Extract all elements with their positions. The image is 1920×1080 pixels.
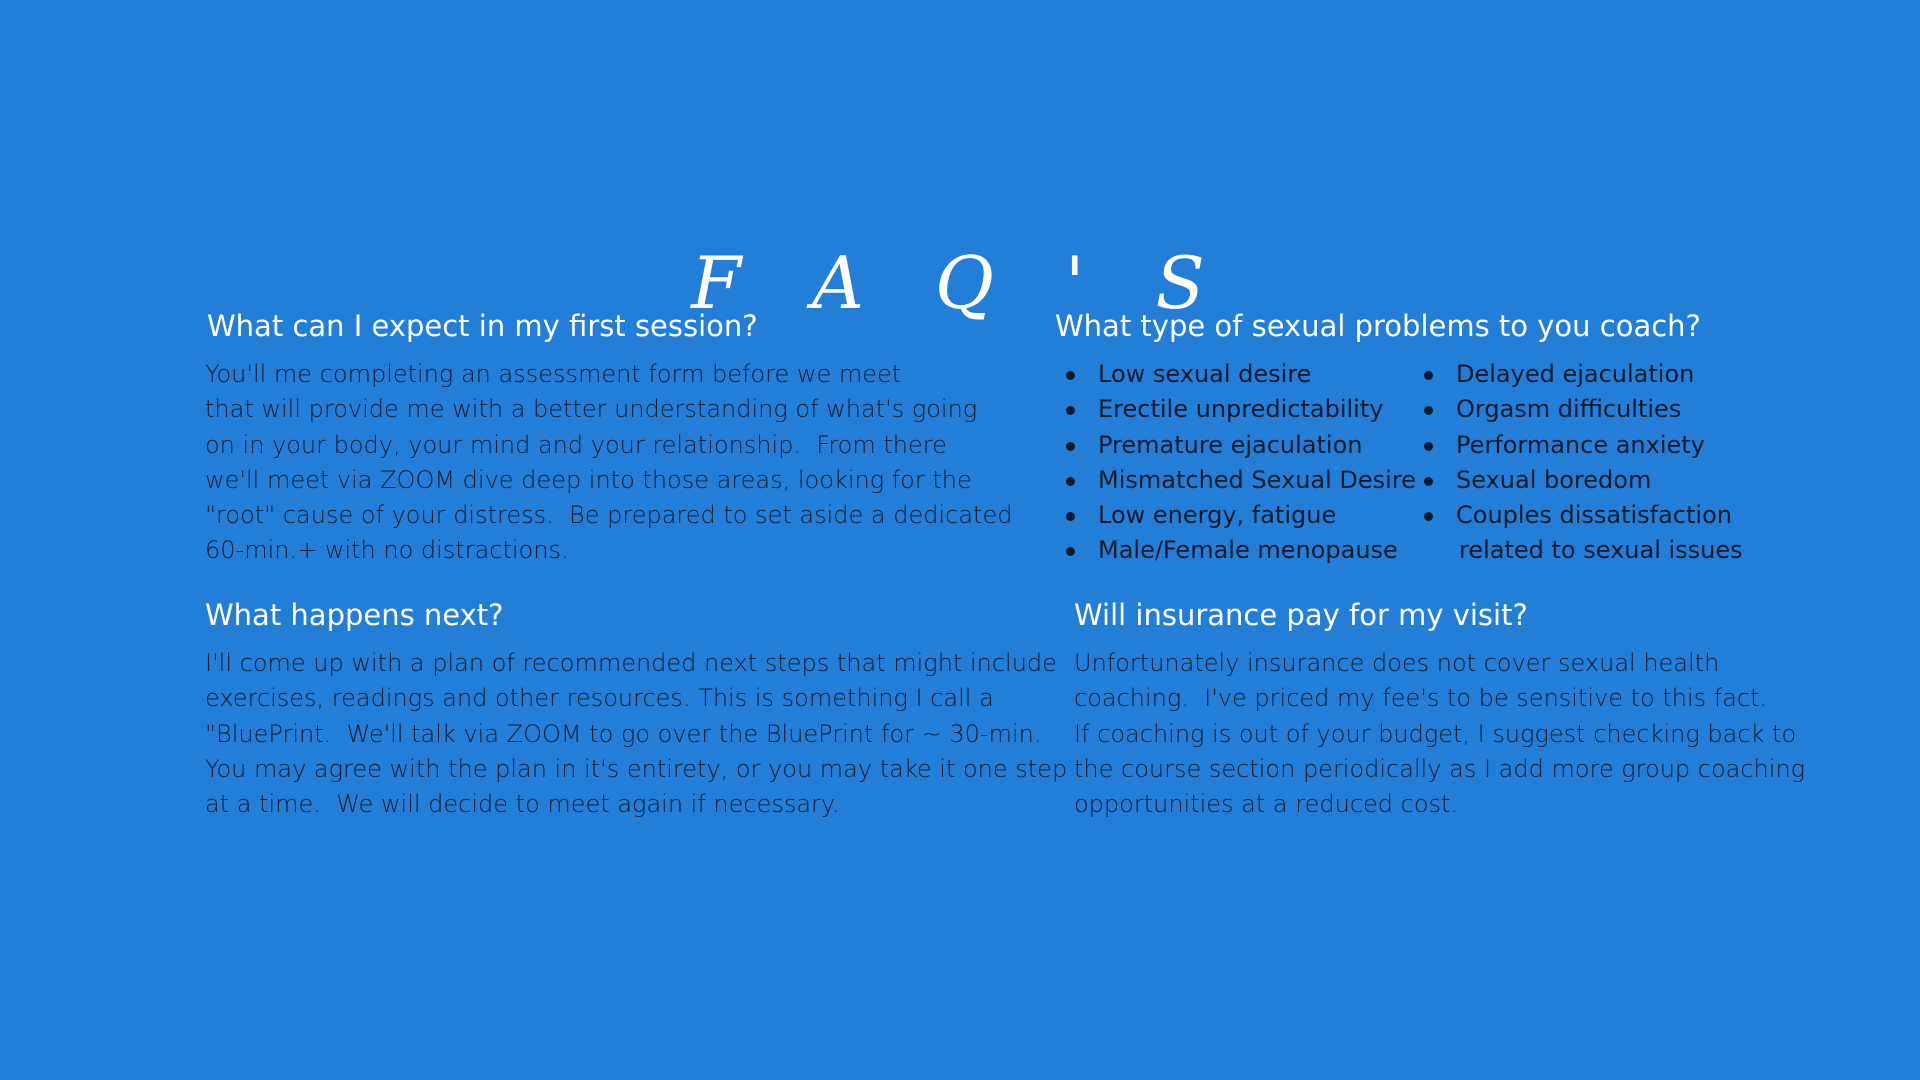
list-item-continuation: related to sexual issues: [1459, 536, 1743, 565]
faq-answer-insurance: [1074, 646, 1805, 822]
list-item: Sexual boredom: [1420, 463, 1743, 498]
list-item: Erectile unpredictability: [1062, 392, 1416, 427]
bullet-icon: [1066, 512, 1075, 521]
problems-list-right: [1420, 357, 1743, 569]
list-item: Delayed ejaculation: [1420, 357, 1743, 392]
answer-line: I'll come up with a plan of recommended next steps that might include: [205, 649, 1057, 677]
bullet-icon: [1424, 442, 1433, 451]
list-item: Low sexual desire: [1062, 357, 1416, 392]
answer-line: we'll meet via ZOOM dive deep into those areas, looking for the: [205, 465, 972, 494]
page-title: F A Q ' S: [691, 241, 1229, 326]
faq-question-problems: What type of sexual problems to you coach?: [1055, 309, 1701, 343]
bullet-icon: [1066, 477, 1075, 486]
faq-answer-next: [205, 646, 1067, 822]
answer-line: "root" cause of your distress. Be prepared to set aside a dedicated: [205, 501, 1013, 530]
faq-answer-first-session: [205, 357, 1012, 569]
bullet-icon: [1066, 371, 1075, 380]
answer-line: If coaching is out of your budget, I suggest checking back to: [1074, 719, 1797, 748]
list-item: Performance anxiety: [1420, 428, 1743, 463]
bullet-icon: [1424, 477, 1433, 486]
bullet-icon: [1424, 371, 1433, 380]
answer-line: "BluePrint. We'll talk via ZOOM to go over the BluePrint for ~ 30-min.: [205, 719, 1042, 748]
answer-line: You'll me completing an assessment form before we meet: [205, 360, 902, 388]
answer-line: that will provide me with a better understanding of what's going: [205, 395, 978, 424]
bullet-icon: [1424, 512, 1433, 521]
faq-question-first-session: What can I expect in my first session?: [207, 309, 758, 343]
answer-line: You may agree with the plan in it's entirety, or you may take it one step: [205, 754, 1068, 783]
answer-line: coaching. I've priced my fee's to be sensitive to this fact.: [1074, 684, 1768, 713]
bullet-icon: [1066, 406, 1075, 415]
faq-question-next: What happens next?: [205, 598, 504, 632]
answer-line: the course section periodically as I add more group coaching: [1074, 754, 1806, 783]
list-item: Orgasm difficulties: [1420, 392, 1743, 427]
answer-line: at a time. We will decide to meet again if necessary.: [205, 790, 840, 819]
answer-line: opportunities at a reduced cost.: [1074, 790, 1459, 819]
bullet-icon: [1424, 406, 1433, 415]
answer-line: Unfortunately insurance does not cover sexual health: [1074, 649, 1720, 677]
list-item: Male/Female menopause: [1062, 533, 1416, 568]
list-item: Couples dissatisfaction: [1420, 498, 1743, 533]
list-item: Mismatched Sexual Desire: [1062, 463, 1416, 498]
list-item: Low energy, fatigue: [1062, 498, 1416, 533]
faq-question-insurance: Will insurance pay for my visit?: [1074, 598, 1528, 632]
list-item: Premature ejaculation: [1062, 428, 1416, 463]
bullet-icon: [1066, 547, 1075, 556]
answer-line: on in your body, your mind and your relationship. From there: [205, 430, 947, 459]
bullet-icon: [1066, 442, 1075, 451]
answer-line: 60-min.+ with no distractions.: [205, 536, 569, 565]
answer-line: exercises, readings and other resources. This is something I call a: [205, 684, 994, 713]
problems-list-left: [1062, 357, 1416, 569]
